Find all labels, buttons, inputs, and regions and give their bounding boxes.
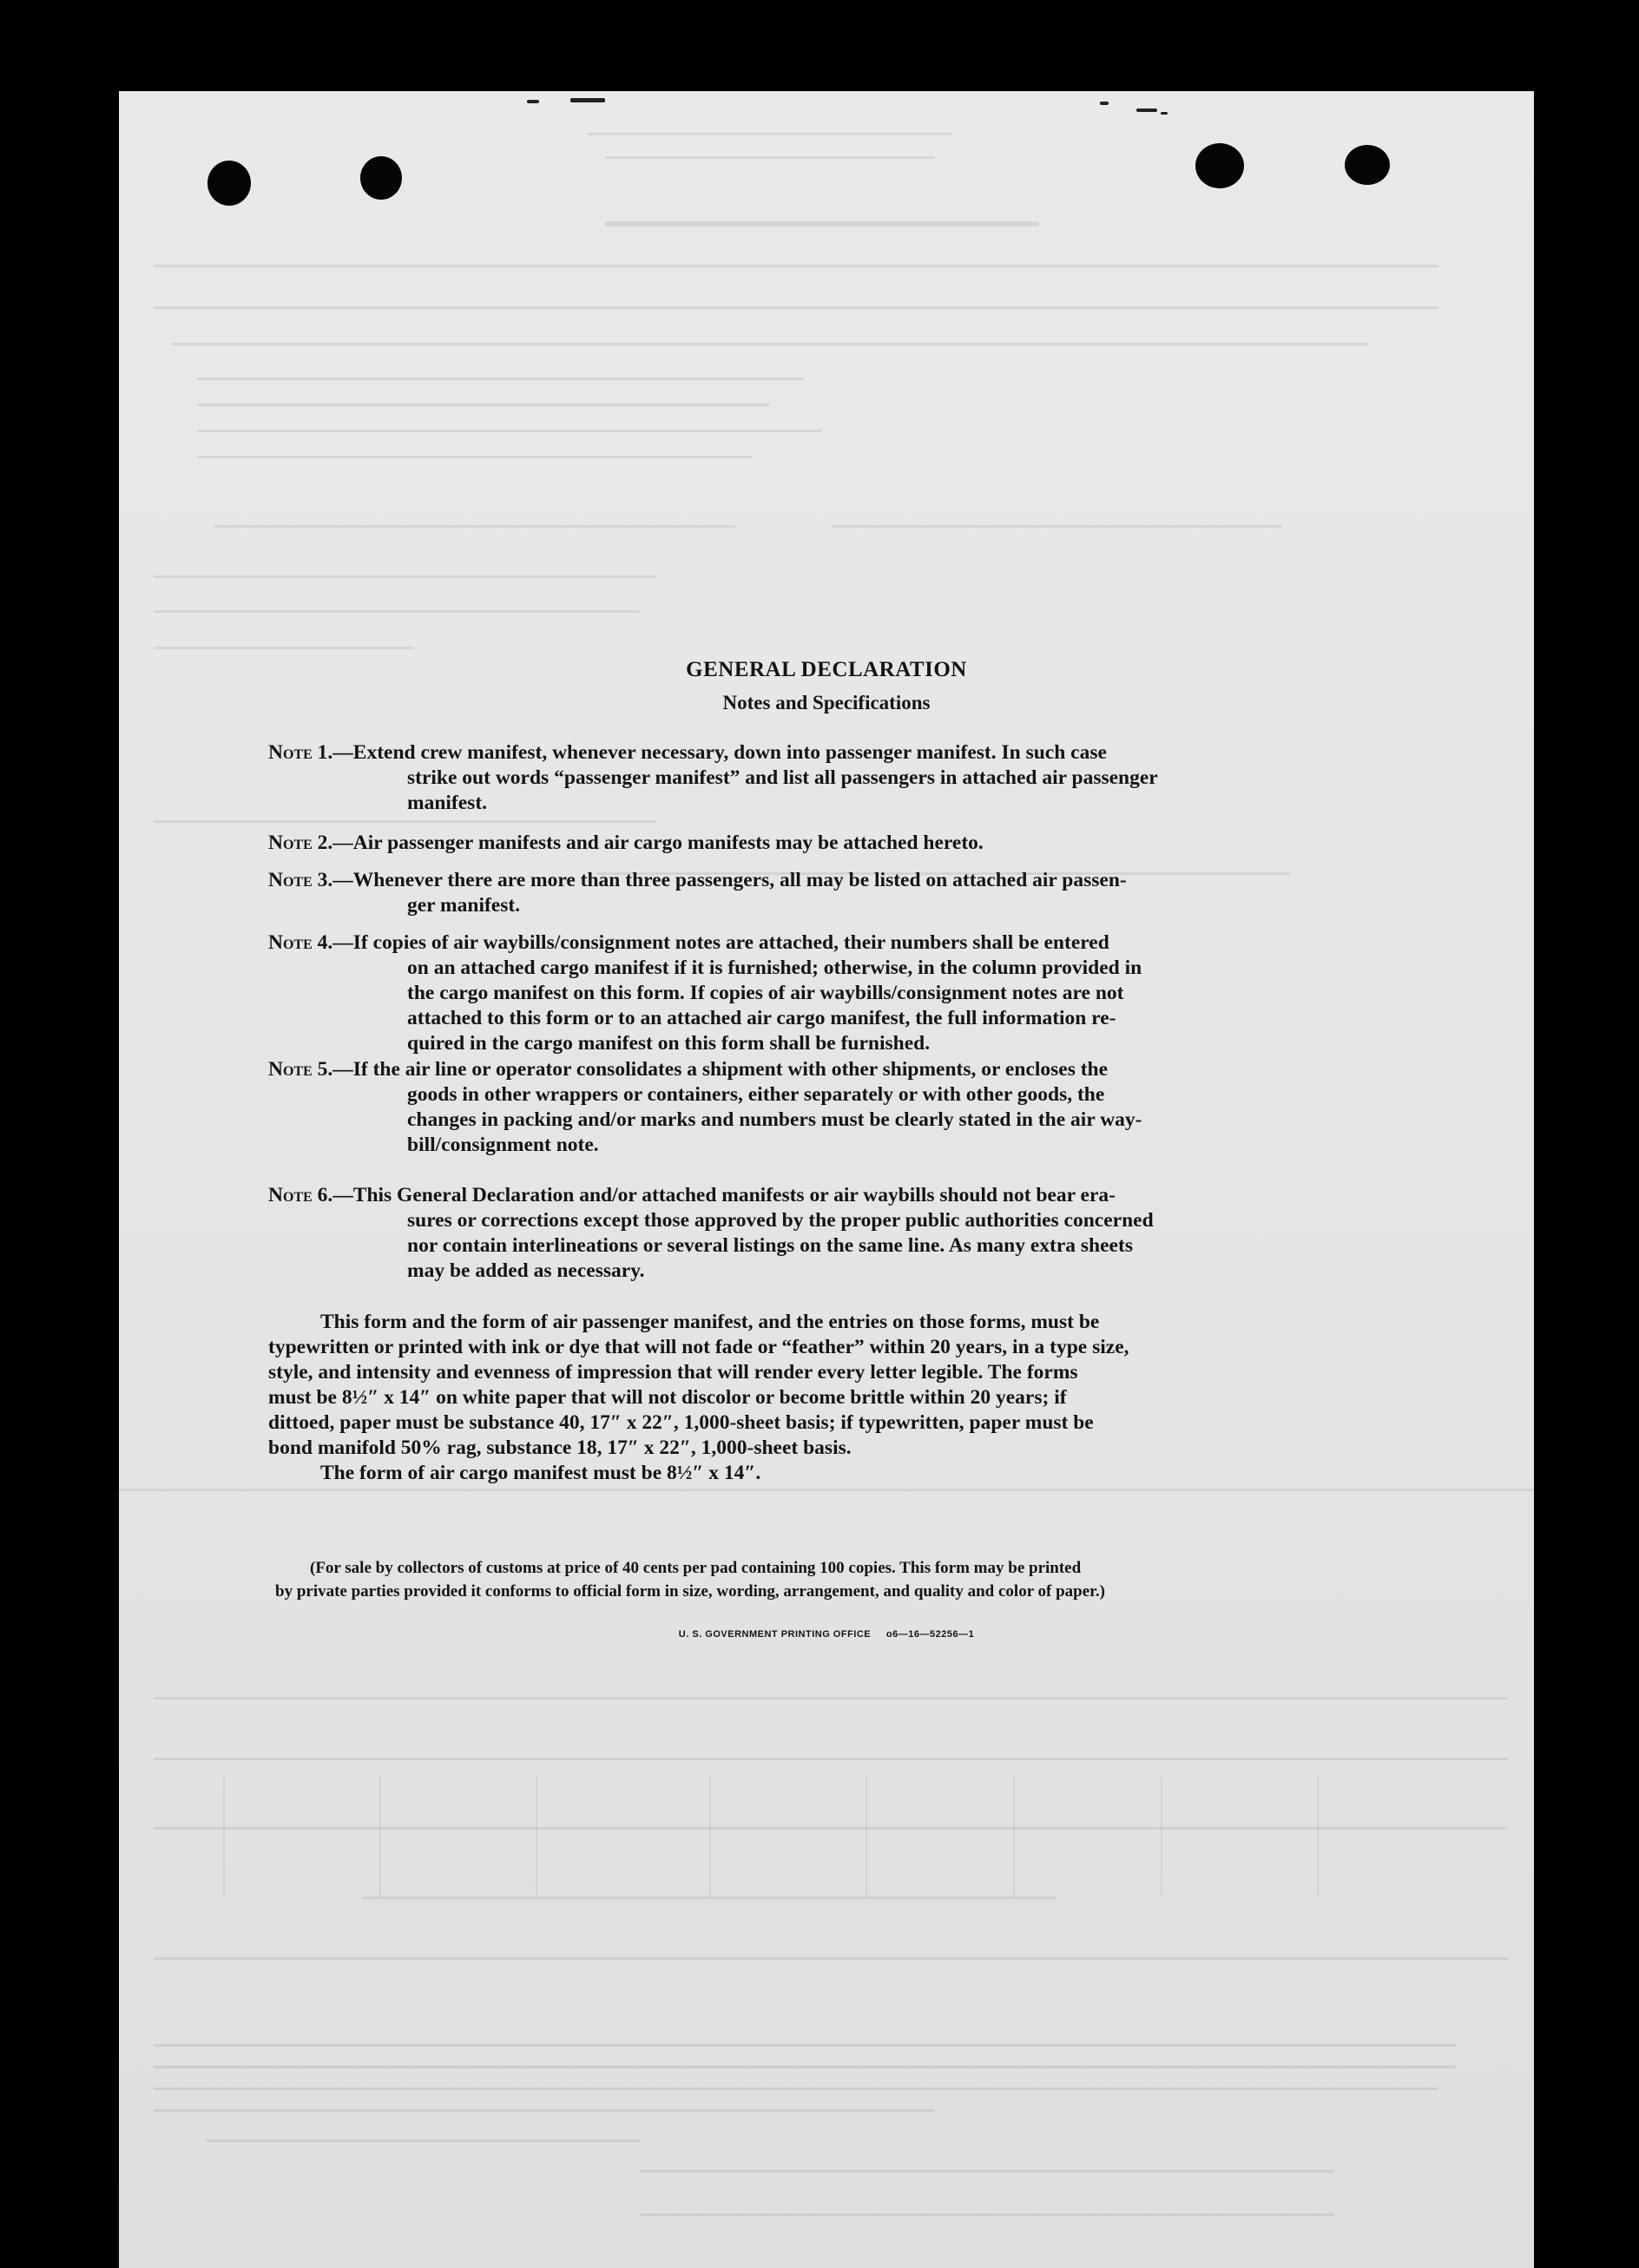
note-5 <box>268 1057 1366 1158</box>
note-2 <box>268 831 1366 856</box>
body-line: This form and the form of air passenger manifest, and the entries on those forms, must be <box>320 1311 1100 1333</box>
note-text: If copies of air waybills/consignment notes are attached, their numbers shall be entered <box>352 931 1109 954</box>
note-text: Air passenger manifests and air cargo manifests may be attached hereto. <box>352 832 984 854</box>
note-label: Note 3. <box>268 869 333 891</box>
note-line: bill/consignment note. <box>407 1134 599 1156</box>
document-title: GENERAL DECLARATION <box>686 658 967 681</box>
note-line: goods in other wrappers or containers, either separately or with other goods, the <box>407 1083 1105 1106</box>
note-4 <box>268 930 1366 1056</box>
body-line: bond manifold 50% rag, substance 18, 17″ x 22″, 1,000-sheet basis. <box>268 1436 852 1459</box>
note-label: Note 5. <box>268 1058 333 1081</box>
note-1 <box>268 740 1366 816</box>
body-line: must be 8½″ x 14″ on white paper that will not discolor or become brittle within 20 years; if <box>268 1386 1067 1409</box>
note-label: Note 1. <box>268 741 333 764</box>
note-3 <box>268 868 1366 918</box>
body-line: dittoed, paper must be substance 40, 17″ x 22″, 1,000-sheet basis; if typewritten, paper must be <box>268 1411 1094 1434</box>
note-label: Note 4. <box>268 931 333 954</box>
note-line: nor contain interlineations or several listings on the same line. As many extra sheets <box>407 1234 1133 1257</box>
note-line: attached to this form or to an attached air cargo manifest, the full information re- <box>407 1007 1116 1029</box>
note-label: Note 2. <box>268 832 333 854</box>
note-line: the cargo manifest on this form. If copies of air waybills/consignment notes are not <box>407 982 1124 1004</box>
note-line: manifest. <box>407 792 488 814</box>
body-line: The form of air cargo manifest must be 8½″ x 14″. <box>320 1462 761 1484</box>
note-line: may be added as necessary. <box>407 1259 645 1282</box>
sale-notice-line: by private parties provided it conforms to official form in size, wording, arrangement, and quality and color of paper.) <box>275 1582 1105 1601</box>
note-line: Note 1. — Extend crew manifest, whenever necessary, down into passenger manifest. In such case <box>268 741 1107 764</box>
printing-office-imprint: U. S. GOVERNMENT PRINTING OFFICE o6—16—52256—1 <box>678 1629 975 1640</box>
note-line: quired in the cargo manifest on this form shall be furnished. <box>407 1032 931 1055</box>
note-text: This General Declaration and/or attached manifests or air waybills should not bear era- <box>352 1184 1116 1206</box>
document-page <box>119 91 1534 2268</box>
body-line: typewritten or printed with ink or dye that will not fade or “feather” within 20 years, in a type size, <box>268 1336 1129 1358</box>
note-text: Extend crew manifest, whenever necessary, down into passenger manifest. In such case <box>352 741 1107 764</box>
note-line: Note 2. — Air passenger manifests and air cargo manifests may be attached hereto. <box>268 832 984 854</box>
note-line: Note 6. — This General Declaration and/or attached manifests or air waybills should not bear era- <box>268 1184 1116 1206</box>
body-line: style, and intensity and evenness of impression that will render every letter legible. The forms <box>268 1361 1078 1384</box>
note-line: changes in packing and/or marks and numbers must be clearly stated in the air way- <box>407 1108 1142 1131</box>
note-text: Whenever there are more than three passengers, all may be listed on attached air passen- <box>352 869 1127 891</box>
note-line: on an attached cargo manifest if it is furnished; otherwise, in the column provided in <box>407 957 1142 979</box>
declaration-notes <box>119 91 1534 2268</box>
document-subtitle: Notes and Specifications <box>722 692 931 713</box>
note-label: Note 6. <box>268 1184 333 1206</box>
note-text: If the air line or operator consolidates a shipment with other shipments, or encloses the <box>352 1058 1109 1081</box>
note-line: Note 3. — Whenever there are more than three passengers, all may be listed on attached air passen- <box>268 869 1127 891</box>
note-line: strike out words “passenger manifest” and list all passengers in attached air passenger <box>407 766 1158 789</box>
note-line: Note 5. — If the air line or operator consolidates a shipment with other shipments, or encloses the <box>268 1058 1109 1081</box>
note-line: ger manifest. <box>407 894 521 917</box>
note-line: Note 4. — If copies of air waybills/consignment notes are attached, their numbers shall be entered <box>268 931 1109 954</box>
sale-notice <box>275 1556 1371 1603</box>
sale-notice-line: (For sale by collectors of customs at price of 40 cents per pad containing 100 copies. This form may be printed <box>310 1559 1082 1577</box>
note-line: sures or corrections except those approved by the proper public authorities concerned <box>407 1209 1154 1232</box>
note-6 <box>268 1183 1366 1284</box>
